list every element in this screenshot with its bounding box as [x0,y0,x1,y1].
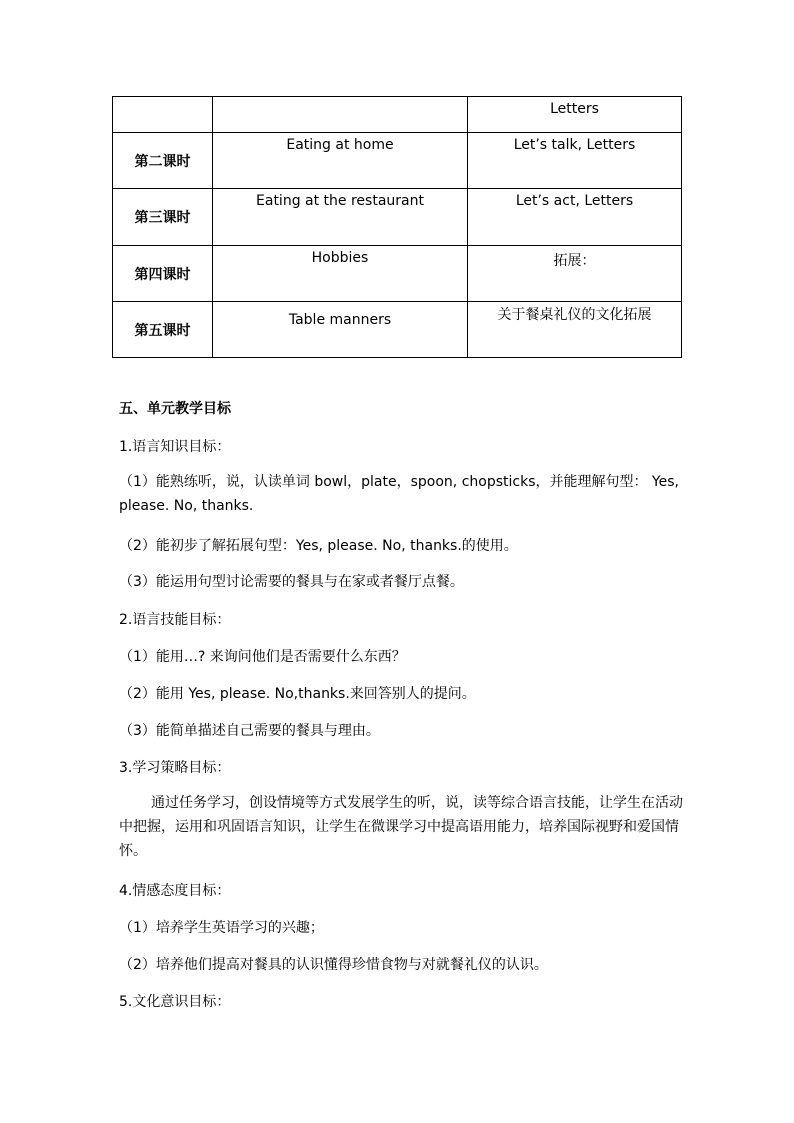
lesson-label: 第二课时 [113,133,213,189]
goal-item: （3）能运用句型讨论需要的餐具与在家或者餐厅点餐。 [119,574,464,590]
goal-item: （2）能初步了解拓展句型：Yes, please. No, thanks.的使用。 [119,538,518,554]
goal-item: （2）能用 Yes, please. No,thanks.来回答别人的提问。 [119,686,476,702]
table-row [113,189,682,246]
lesson-content: Let’s act, Letters [468,189,682,246]
goal-language-knowledge-title: 1.语言知识目标： [119,439,231,455]
lesson-content: Letters [468,97,682,133]
goal-item: （1）培养学生英语学习的兴趣； [119,920,324,936]
lesson-topic: Table manners [213,302,468,358]
goal-attitude-title: 4.情感态度目标： [119,883,231,899]
lesson-label: 第三课时 [113,189,213,246]
table-row [113,97,682,133]
lesson-content: 关于餐桌礼仪的文化拓展 [468,302,682,358]
goal-item: （1）能熟练听，说，认读单词 bowl，plate，spoon, chopsticks，并能理解句型： Yes, please. No, thanks. [119,474,679,514]
lesson-content: Let’s talk, Letters [468,133,682,189]
lesson-table [112,96,682,358]
lesson-label: 第五课时 [113,302,213,358]
section-title: 五、单元教学目标 [119,401,231,417]
lesson-label [113,97,213,133]
lesson-topic [213,97,468,133]
lesson-topic: Eating at home [213,133,468,189]
table-row [113,133,682,189]
lesson-topic: Hobbies [213,246,468,302]
table-row [113,246,682,302]
lesson-label: 第四课时 [113,246,213,302]
goal-cultural-awareness-title: 5.文化意识目标： [119,994,231,1010]
lesson-topic: Eating at the restaurant [213,189,468,246]
table-row [113,302,682,358]
goal-item: （1）能用…? 来询问他们是否需要什么东西？ [119,649,406,665]
goal-learning-strategy-title: 3.学习策略目标： [119,760,231,776]
goal-language-skills-title: 2.语言技能目标： [119,612,231,628]
goal-item: （3）能简单描述自己需要的餐具与理由。 [119,723,380,739]
lesson-content: 拓展： [468,246,682,302]
goal-paragraph: 通过任务学习，创设情境等方式发展学生的听，说，读等综合语言技能，让学生在活动中把握，运用和巩固语言知识，让学生在微课学习中提高语用能力，培养国际视野和爱国情怀。 [119,795,683,859]
goal-item: （2）培养他们提高对餐具的认识懂得珍惜食物与对就餐礼仪的认识。 [119,957,548,973]
